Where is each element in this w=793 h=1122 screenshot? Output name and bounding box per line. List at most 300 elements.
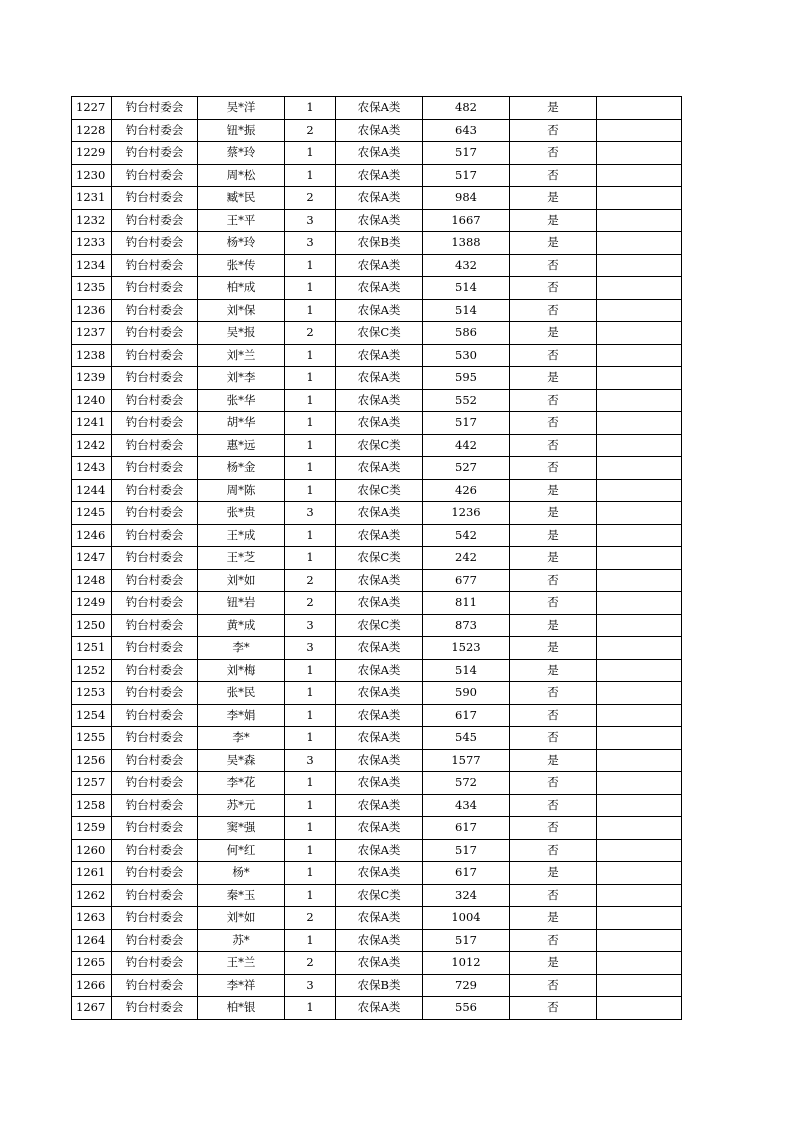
insurance-type-cell: 农保A类 <box>336 524 423 547</box>
name-cell: 王*平 <box>198 209 285 232</box>
amount-cell: 324 <box>423 884 510 907</box>
flag-cell: 否 <box>510 164 597 187</box>
table-body <box>72 97 682 1020</box>
insurance-type-cell: 农保A类 <box>336 277 423 300</box>
household-count-cell: 1 <box>285 367 336 390</box>
flag-cell: 否 <box>510 592 597 615</box>
table-row <box>72 592 682 615</box>
row-number-cell: 1238 <box>72 344 112 367</box>
village-cell: 钓台村委会 <box>112 209 198 232</box>
remark-cell <box>597 862 682 885</box>
insurance-type-cell: 农保A类 <box>336 119 423 142</box>
remark-cell <box>597 142 682 165</box>
name-cell: 李* <box>198 637 285 660</box>
household-count-cell: 2 <box>285 322 336 345</box>
name-cell: 柏*银 <box>198 997 285 1020</box>
household-count-cell: 1 <box>285 299 336 322</box>
flag-cell: 否 <box>510 682 597 705</box>
village-cell: 钓台村委会 <box>112 254 198 277</box>
row-number-cell: 1250 <box>72 614 112 637</box>
remark-cell <box>597 794 682 817</box>
row-number-cell: 1256 <box>72 749 112 772</box>
amount-cell: 729 <box>423 974 510 997</box>
insurance-type-cell: 农保A类 <box>336 142 423 165</box>
household-count-cell: 1 <box>285 659 336 682</box>
name-cell: 刘*李 <box>198 367 285 390</box>
amount-cell: 426 <box>423 479 510 502</box>
name-cell: 臧*民 <box>198 187 285 210</box>
flag-cell: 否 <box>510 839 597 862</box>
remark-cell <box>597 164 682 187</box>
name-cell: 李*花 <box>198 772 285 795</box>
row-number-cell: 1249 <box>72 592 112 615</box>
table-row <box>72 502 682 525</box>
amount-cell: 1577 <box>423 749 510 772</box>
village-cell: 钓台村委会 <box>112 862 198 885</box>
table-row <box>72 817 682 840</box>
village-cell: 钓台村委会 <box>112 322 198 345</box>
row-number-cell: 1228 <box>72 119 112 142</box>
remark-cell <box>597 907 682 930</box>
amount-cell: 434 <box>423 794 510 817</box>
insurance-type-cell: 农保A类 <box>336 817 423 840</box>
flag-cell: 否 <box>510 817 597 840</box>
remark-cell <box>597 929 682 952</box>
remark-cell <box>597 614 682 637</box>
table-row <box>72 884 682 907</box>
row-number-cell: 1235 <box>72 277 112 300</box>
amount-cell: 545 <box>423 727 510 750</box>
village-cell: 钓台村委会 <box>112 794 198 817</box>
amount-cell: 514 <box>423 277 510 300</box>
flag-cell: 是 <box>510 749 597 772</box>
table-row <box>72 839 682 862</box>
amount-cell: 527 <box>423 457 510 480</box>
insurance-type-cell: 农保A类 <box>336 727 423 750</box>
table-row <box>72 929 682 952</box>
insurance-type-cell: 农保A类 <box>336 97 423 120</box>
household-count-cell: 1 <box>285 794 336 817</box>
amount-cell: 595 <box>423 367 510 390</box>
table-row <box>72 862 682 885</box>
household-count-cell: 1 <box>285 164 336 187</box>
insurance-type-cell: 农保A类 <box>336 682 423 705</box>
amount-cell: 514 <box>423 299 510 322</box>
name-cell: 刘*如 <box>198 907 285 930</box>
household-count-cell: 1 <box>285 344 336 367</box>
row-number-cell: 1237 <box>72 322 112 345</box>
insurance-type-cell: 农保A类 <box>336 502 423 525</box>
table-row <box>72 682 682 705</box>
flag-cell: 是 <box>510 322 597 345</box>
insurance-type-cell: 农保A类 <box>336 209 423 232</box>
name-cell: 周*松 <box>198 164 285 187</box>
row-number-cell: 1243 <box>72 457 112 480</box>
table-row <box>72 974 682 997</box>
village-cell: 钓台村委会 <box>112 434 198 457</box>
amount-cell: 1004 <box>423 907 510 930</box>
amount-cell: 617 <box>423 817 510 840</box>
remark-cell <box>597 389 682 412</box>
table-row <box>72 232 682 255</box>
flag-cell: 是 <box>510 502 597 525</box>
table-row <box>72 142 682 165</box>
village-cell: 钓台村委会 <box>112 952 198 975</box>
remark-cell <box>597 277 682 300</box>
household-count-cell: 3 <box>285 502 336 525</box>
row-number-cell: 1254 <box>72 704 112 727</box>
insurance-type-cell: 农保A类 <box>336 254 423 277</box>
insurance-type-cell: 农保C类 <box>336 547 423 570</box>
amount-cell: 1236 <box>423 502 510 525</box>
household-count-cell: 1 <box>285 277 336 300</box>
household-count-cell: 1 <box>285 682 336 705</box>
table-row <box>72 659 682 682</box>
flag-cell: 否 <box>510 299 597 322</box>
remark-cell <box>597 997 682 1020</box>
row-number-cell: 1260 <box>72 839 112 862</box>
flag-cell: 否 <box>510 344 597 367</box>
remark-cell <box>597 749 682 772</box>
amount-cell: 590 <box>423 682 510 705</box>
flag-cell: 是 <box>510 367 597 390</box>
remark-cell <box>597 97 682 120</box>
name-cell: 李*祥 <box>198 974 285 997</box>
insurance-type-cell: 农保A类 <box>336 907 423 930</box>
insurance-type-cell: 农保A类 <box>336 862 423 885</box>
name-cell: 王*兰 <box>198 952 285 975</box>
amount-cell: 542 <box>423 524 510 547</box>
insurance-type-cell: 农保A类 <box>336 299 423 322</box>
insurance-type-cell: 农保A类 <box>336 659 423 682</box>
household-count-cell: 2 <box>285 907 336 930</box>
amount-cell: 242 <box>423 547 510 570</box>
remark-cell <box>597 457 682 480</box>
remark-cell <box>597 209 682 232</box>
remark-cell <box>597 839 682 862</box>
village-cell: 钓台村委会 <box>112 142 198 165</box>
village-cell: 钓台村委会 <box>112 997 198 1020</box>
insurance-type-cell: 农保A类 <box>336 637 423 660</box>
row-number-cell: 1241 <box>72 412 112 435</box>
household-count-cell: 1 <box>285 457 336 480</box>
flag-cell: 否 <box>510 997 597 1020</box>
amount-cell: 517 <box>423 929 510 952</box>
table-row <box>72 209 682 232</box>
name-cell: 张*传 <box>198 254 285 277</box>
flag-cell: 否 <box>510 412 597 435</box>
insurance-type-cell: 农保A类 <box>336 749 423 772</box>
row-number-cell: 1265 <box>72 952 112 975</box>
data-table <box>71 96 682 1020</box>
village-cell: 钓台村委会 <box>112 659 198 682</box>
row-number-cell: 1258 <box>72 794 112 817</box>
remark-cell <box>597 659 682 682</box>
village-cell: 钓台村委会 <box>112 569 198 592</box>
name-cell: 张*华 <box>198 389 285 412</box>
remark-cell <box>597 637 682 660</box>
table-row <box>72 367 682 390</box>
household-count-cell: 2 <box>285 119 336 142</box>
flag-cell: 否 <box>510 569 597 592</box>
village-cell: 钓台村委会 <box>112 614 198 637</box>
name-cell: 秦*玉 <box>198 884 285 907</box>
flag-cell: 是 <box>510 97 597 120</box>
household-count-cell: 3 <box>285 614 336 637</box>
name-cell: 杨*金 <box>198 457 285 480</box>
household-count-cell: 1 <box>285 97 336 120</box>
flag-cell: 是 <box>510 187 597 210</box>
remark-cell <box>597 569 682 592</box>
flag-cell: 否 <box>510 254 597 277</box>
flag-cell: 否 <box>510 884 597 907</box>
flag-cell: 否 <box>510 794 597 817</box>
amount-cell: 1388 <box>423 232 510 255</box>
name-cell: 窦*强 <box>198 817 285 840</box>
flag-cell: 是 <box>510 209 597 232</box>
remark-cell <box>597 344 682 367</box>
flag-cell: 否 <box>510 142 597 165</box>
village-cell: 钓台村委会 <box>112 457 198 480</box>
household-count-cell: 1 <box>285 929 336 952</box>
amount-cell: 1012 <box>423 952 510 975</box>
remark-cell <box>597 367 682 390</box>
amount-cell: 530 <box>423 344 510 367</box>
village-cell: 钓台村委会 <box>112 839 198 862</box>
village-cell: 钓台村委会 <box>112 344 198 367</box>
household-count-cell: 1 <box>285 524 336 547</box>
remark-cell <box>597 299 682 322</box>
household-count-cell: 1 <box>285 434 336 457</box>
amount-cell: 432 <box>423 254 510 277</box>
insurance-type-cell: 农保C类 <box>336 884 423 907</box>
table-row <box>72 164 682 187</box>
row-number-cell: 1242 <box>72 434 112 457</box>
village-cell: 钓台村委会 <box>112 389 198 412</box>
amount-cell: 514 <box>423 659 510 682</box>
table-row <box>72 907 682 930</box>
row-number-cell: 1253 <box>72 682 112 705</box>
village-cell: 钓台村委会 <box>112 524 198 547</box>
amount-cell: 556 <box>423 997 510 1020</box>
table-row <box>72 434 682 457</box>
table-row <box>72 277 682 300</box>
household-count-cell: 3 <box>285 637 336 660</box>
flag-cell: 否 <box>510 389 597 412</box>
insurance-type-cell: 农保C类 <box>336 614 423 637</box>
village-cell: 钓台村委会 <box>112 637 198 660</box>
village-cell: 钓台村委会 <box>112 749 198 772</box>
village-cell: 钓台村委会 <box>112 119 198 142</box>
name-cell: 李* <box>198 727 285 750</box>
remark-cell <box>597 479 682 502</box>
row-number-cell: 1240 <box>72 389 112 412</box>
amount-cell: 586 <box>423 322 510 345</box>
row-number-cell: 1234 <box>72 254 112 277</box>
name-cell: 苏*元 <box>198 794 285 817</box>
household-count-cell: 1 <box>285 817 336 840</box>
row-number-cell: 1267 <box>72 997 112 1020</box>
table-row <box>72 547 682 570</box>
table-row <box>72 344 682 367</box>
remark-cell <box>597 322 682 345</box>
insurance-type-cell: 农保A类 <box>336 457 423 480</box>
name-cell: 吴*洋 <box>198 97 285 120</box>
insurance-type-cell: 农保C类 <box>336 479 423 502</box>
household-count-cell: 3 <box>285 974 336 997</box>
remark-cell <box>597 187 682 210</box>
name-cell: 张*贵 <box>198 502 285 525</box>
name-cell: 钮*振 <box>198 119 285 142</box>
table-row <box>72 524 682 547</box>
name-cell: 张*民 <box>198 682 285 705</box>
insurance-type-cell: 农保A类 <box>336 592 423 615</box>
remark-cell <box>597 524 682 547</box>
household-count-cell: 1 <box>285 839 336 862</box>
row-number-cell: 1263 <box>72 907 112 930</box>
row-number-cell: 1266 <box>72 974 112 997</box>
row-number-cell: 1246 <box>72 524 112 547</box>
household-count-cell: 3 <box>285 232 336 255</box>
remark-cell <box>597 412 682 435</box>
table-row <box>72 637 682 660</box>
insurance-type-cell: 农保B类 <box>336 974 423 997</box>
insurance-type-cell: 农保A类 <box>336 344 423 367</box>
insurance-type-cell: 农保A类 <box>336 704 423 727</box>
amount-cell: 984 <box>423 187 510 210</box>
amount-cell: 552 <box>423 389 510 412</box>
table-row <box>72 412 682 435</box>
household-count-cell: 1 <box>285 412 336 435</box>
amount-cell: 643 <box>423 119 510 142</box>
row-number-cell: 1247 <box>72 547 112 570</box>
village-cell: 钓台村委会 <box>112 367 198 390</box>
table-row <box>72 457 682 480</box>
amount-cell: 572 <box>423 772 510 795</box>
flag-cell: 是 <box>510 862 597 885</box>
name-cell: 苏* <box>198 929 285 952</box>
household-count-cell: 1 <box>285 884 336 907</box>
household-count-cell: 1 <box>285 254 336 277</box>
flag-cell: 否 <box>510 727 597 750</box>
name-cell: 吴*森 <box>198 749 285 772</box>
name-cell: 刘*如 <box>198 569 285 592</box>
village-cell: 钓台村委会 <box>112 592 198 615</box>
insurance-type-cell: 农保A类 <box>336 839 423 862</box>
amount-cell: 617 <box>423 704 510 727</box>
table-row <box>72 727 682 750</box>
row-number-cell: 1233 <box>72 232 112 255</box>
remark-cell <box>597 974 682 997</box>
flag-cell: 是 <box>510 232 597 255</box>
flag-cell: 否 <box>510 974 597 997</box>
village-cell: 钓台村委会 <box>112 884 198 907</box>
remark-cell <box>597 704 682 727</box>
household-count-cell: 2 <box>285 952 336 975</box>
table-row <box>72 772 682 795</box>
remark-cell <box>597 884 682 907</box>
table-row <box>72 952 682 975</box>
table-row <box>72 569 682 592</box>
amount-cell: 442 <box>423 434 510 457</box>
row-number-cell: 1255 <box>72 727 112 750</box>
household-count-cell: 1 <box>285 772 336 795</box>
table-row <box>72 749 682 772</box>
village-cell: 钓台村委会 <box>112 232 198 255</box>
name-cell: 刘*保 <box>198 299 285 322</box>
row-number-cell: 1236 <box>72 299 112 322</box>
name-cell: 杨* <box>198 862 285 885</box>
insurance-type-cell: 农保C类 <box>336 434 423 457</box>
village-cell: 钓台村委会 <box>112 907 198 930</box>
row-number-cell: 1262 <box>72 884 112 907</box>
amount-cell: 517 <box>423 412 510 435</box>
flag-cell: 是 <box>510 637 597 660</box>
remark-cell <box>597 727 682 750</box>
remark-cell <box>597 817 682 840</box>
table-row <box>72 614 682 637</box>
flag-cell: 是 <box>510 614 597 637</box>
village-cell: 钓台村委会 <box>112 479 198 502</box>
row-number-cell: 1257 <box>72 772 112 795</box>
insurance-type-cell: 农保C类 <box>336 322 423 345</box>
village-cell: 钓台村委会 <box>112 547 198 570</box>
table-row <box>72 187 682 210</box>
remark-cell <box>597 772 682 795</box>
village-cell: 钓台村委会 <box>112 502 198 525</box>
village-cell: 钓台村委会 <box>112 772 198 795</box>
household-count-cell: 1 <box>285 727 336 750</box>
remark-cell <box>597 232 682 255</box>
insurance-type-cell: 农保A类 <box>336 772 423 795</box>
row-number-cell: 1230 <box>72 164 112 187</box>
name-cell: 何*红 <box>198 839 285 862</box>
table-row <box>72 794 682 817</box>
insurance-type-cell: 农保A类 <box>336 164 423 187</box>
remark-cell <box>597 682 682 705</box>
table-row <box>72 704 682 727</box>
name-cell: 周*陈 <box>198 479 285 502</box>
flag-cell: 否 <box>510 457 597 480</box>
flag-cell: 否 <box>510 434 597 457</box>
flag-cell: 是 <box>510 479 597 502</box>
remark-cell <box>597 434 682 457</box>
row-number-cell: 1244 <box>72 479 112 502</box>
insurance-type-cell: 农保A类 <box>336 412 423 435</box>
name-cell: 吴*报 <box>198 322 285 345</box>
flag-cell: 否 <box>510 929 597 952</box>
remark-cell <box>597 592 682 615</box>
row-number-cell: 1245 <box>72 502 112 525</box>
flag-cell: 是 <box>510 659 597 682</box>
insurance-type-cell: 农保A类 <box>336 794 423 817</box>
village-cell: 钓台村委会 <box>112 727 198 750</box>
amount-cell: 1523 <box>423 637 510 660</box>
remark-cell <box>597 547 682 570</box>
name-cell: 王*成 <box>198 524 285 547</box>
row-number-cell: 1248 <box>72 569 112 592</box>
household-count-cell: 1 <box>285 142 336 165</box>
insurance-type-cell: 农保A类 <box>336 997 423 1020</box>
row-number-cell: 1261 <box>72 862 112 885</box>
household-count-cell: 2 <box>285 592 336 615</box>
name-cell: 刘*梅 <box>198 659 285 682</box>
insurance-type-cell: 农保A类 <box>336 367 423 390</box>
remark-cell <box>597 502 682 525</box>
insurance-type-cell: 农保A类 <box>336 952 423 975</box>
village-cell: 钓台村委会 <box>112 817 198 840</box>
row-number-cell: 1264 <box>72 929 112 952</box>
